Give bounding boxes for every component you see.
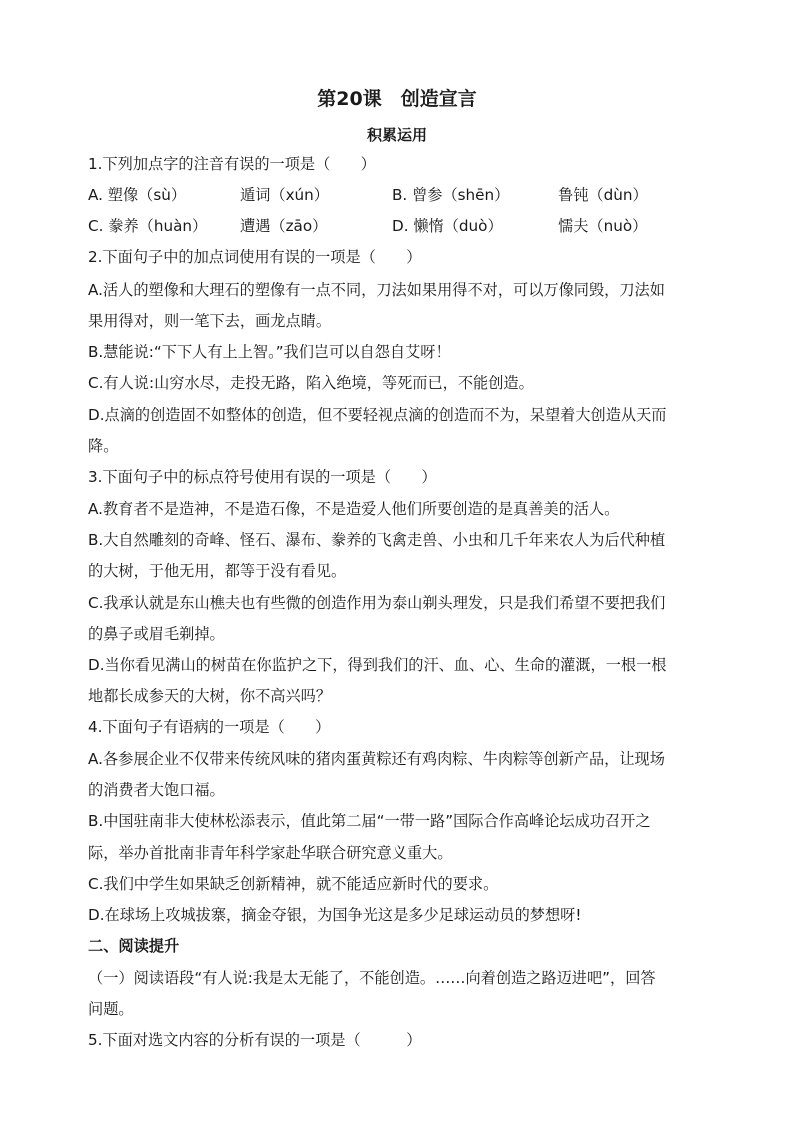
question-4-stem: 4.下面句子有语病的一项是（ ） [88, 718, 331, 736]
option-d-1: D. 懒惰（duò） [392, 217, 503, 235]
option-c-1: C. 豢养（huàn） [88, 217, 208, 235]
question-2-line: A.活人的塑像和大理石的塑像有一点不同，刀法如果用得不对，可以万像同毁，刀法如 [88, 281, 665, 299]
page-title: 第20课 创造宣言 [317, 88, 477, 110]
option-c-2: 遭遇（zāo） [240, 217, 328, 235]
question-3-line: 的大树，于他无用，都等于没有看见。 [88, 562, 347, 580]
question-3-stem: 3.下面句子中的标点符号使用有误的一项是（ ） [88, 468, 437, 486]
section-2-instruction: （一）阅读语段“有人说:我是太无能了，不能创造。……向着创造之路迈进吧”，回答 [88, 969, 656, 987]
section-subtitle: 积累运用 [366, 126, 427, 144]
section-2-instruction: 问题。 [88, 1000, 134, 1018]
question-1-stem: 1.下列加点字的注音有误的一项是（ ） [88, 155, 376, 173]
option-a-2: 遁词（xún） [240, 186, 329, 204]
option-b-1: B. 曾参（shēn） [392, 186, 510, 204]
option-d-2: 懦夫（nuò） [558, 217, 648, 235]
question-4-line: A.各参展企业不仅带来传统风味的猪肉蛋黄粽还有鸡肉粽、牛肉粽等创新产品，让现场 [88, 750, 665, 768]
question-4-line: B.中国驻南非大使林松添表示，值此第二届“一带一路”国际合作高峰论坛成功召开之 [88, 812, 651, 830]
question-2-line: C.有人说:山穷水尽，走投无路，陷入绝境，等死而已，不能创造。 [88, 374, 534, 392]
option-b-2: 鲁钝（dùn） [558, 186, 648, 204]
question-5-stem: 5.下面对选文内容的分析有误的一项是（ ） [88, 1031, 422, 1049]
question-4-line: C.我们中学生如果缺乏创新精神，就不能适应新时代的要求。 [88, 875, 499, 893]
question-4-line: 际，举办首批南非青年科学家赴华联合研究意义重大。 [88, 844, 453, 862]
question-3-line: A.教育者不是造神，不是造石像，不是造爱人他们所要创造的是真善美的活人。 [88, 500, 620, 518]
section-heading: 二、阅读提升 [88, 937, 180, 955]
question-3-line: B.大自然雕刻的奇峰、怪石、瀑布、豢养的飞禽走兽、小虫和几千年来农人为后代种植 [88, 531, 666, 549]
question-2-line: 果用得对，则一笔下去，画龙点睛。 [88, 312, 331, 330]
question-3-line: D.当你看见满山的树苗在你监护之下，得到我们的汗、血、心、生命的灌溉，一根一根 [88, 656, 667, 674]
question-3-line: 的鼻子或眉毛剃掉。 [88, 625, 225, 643]
question-2-line: 降。 [88, 437, 119, 455]
question-2-line: B.慧能说:“下下人有上上智。”我们岂可以自怨自艾呀！ [88, 343, 451, 361]
question-2-line: D.点滴的创造固不如整体的创造，但不要轻视点滴的创造而不为，呆望着大创造从天而 [88, 406, 667, 424]
question-4-line: 的消费者大饱口福。 [88, 781, 225, 799]
question-4-line: D.在球场上攻城拔寨，摘金夺银，为国争光这是多少足球运动员的梦想呀! [88, 906, 582, 924]
option-a-1: A. 塑像（sù） [88, 186, 187, 204]
question-2-stem: 2.下面句子中的加点词使用有误的一项是（ ） [88, 248, 422, 266]
question-3-line: 地都长成参天的大树，你不高兴吗？ [88, 687, 331, 705]
question-3-line: C.我承认就是东山樵夫也有些微的创造作用为泰山剃头理发，只是我们希望不要把我们 [88, 594, 666, 612]
